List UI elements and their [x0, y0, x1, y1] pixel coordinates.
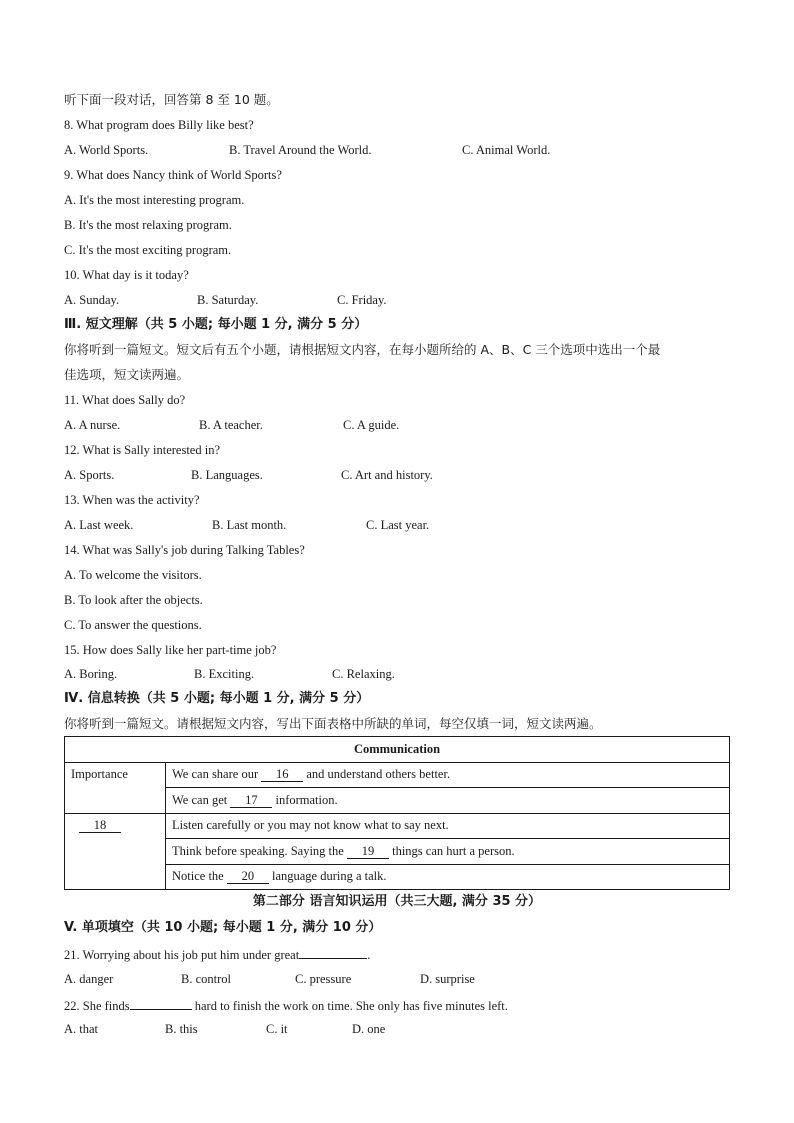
q8-option-c: C. Animal World. — [462, 143, 551, 157]
q15-option-c: C. Relaxing. — [332, 667, 395, 681]
q13-stem: 13. When was the activity? — [64, 493, 200, 507]
q12-option-a: A. Sports. — [64, 468, 115, 482]
blank-16[interactable]: 16 — [261, 767, 303, 782]
q21-blank[interactable] — [299, 945, 367, 959]
row17-post: information. — [272, 792, 338, 807]
row16-post: and understand others better. — [303, 767, 451, 782]
table-row-16 — [166, 762, 730, 788]
q22-stem — [64, 996, 508, 1014]
table-row-17 — [166, 788, 730, 814]
blank-18[interactable]: 18 — [79, 818, 121, 833]
q13-option-b: B. Last month. — [212, 518, 287, 532]
q14-option-c: C. To answer the questions. — [64, 618, 202, 632]
q12-option-c: C. Art and history. — [341, 468, 433, 482]
q21-stem-post: . — [367, 948, 371, 962]
q22-stem-pre: 22. She finds — [64, 999, 130, 1013]
communication-table — [64, 736, 730, 890]
q9-option-c: C. It's the most exciting program. — [64, 243, 232, 257]
row20-post: language during a talk. — [268, 869, 387, 884]
row20-pre: Notice the — [172, 869, 227, 884]
q11-option-a: A. A nurse. — [64, 418, 121, 432]
q14-stem: 14. What was Sally's job during Talking Tables? — [64, 543, 305, 557]
q10-option-b: B. Saturday. — [197, 293, 259, 307]
q14-option-a: A. To welcome the visitors. — [64, 568, 202, 582]
importance-label: Importance — [65, 762, 166, 813]
section3-title: Ⅲ. 短文理解（共 5 小题; 每小题 1 分, 满分 5 分） — [64, 317, 368, 332]
blank-20[interactable]: 20 — [227, 869, 269, 884]
q21-stem-pre: 21. Worrying about his job put him under great — [64, 948, 300, 962]
q22-option-d: D. one — [352, 1022, 386, 1036]
q10-option-a: A. Sunday. — [64, 293, 120, 307]
table-row-20 — [166, 864, 730, 890]
table-row-19 — [166, 839, 730, 865]
table-row-listen: Listen carefully or you may not know what to say next. — [166, 813, 730, 839]
table-header: Communication — [65, 737, 730, 763]
q15-option-a: A. Boring. — [64, 667, 118, 681]
section4-instructions: 你将听到一篇短文。请根据短文内容，写出下面表格中所缺的单词，每空仅填一词，短文读两遍。 — [64, 716, 602, 731]
section5-title: V. 单项填空（共 10 小题; 每小题 1 分, 满分 10 分） — [64, 920, 382, 935]
q8-stem: 8. What program does Billy like best? — [64, 118, 254, 132]
section4-title: Ⅳ. 信息转换（共 5 小题; 每小题 1 分, 满分 5 分） — [64, 691, 370, 706]
q11-option-c: C. A guide. — [343, 418, 400, 432]
part2-title: 第二部分 语言知识运用（共三大题, 满分 35 分） — [252, 894, 542, 909]
row16-pre: We can share our — [172, 767, 262, 782]
q9-option-a: A. It's the most interesting program. — [64, 193, 245, 207]
q14-option-b: B. To look after the objects. — [64, 593, 203, 607]
q22-option-b: B. this — [165, 1022, 198, 1036]
q8-option-a: A. World Sports. — [64, 143, 149, 157]
q21-option-b: B. control — [181, 972, 231, 986]
intro-8-10: 听下面一段对话，回答第 8 至 10 题。 — [64, 92, 279, 107]
q11-stem: 11. What does Sally do? — [64, 393, 186, 407]
blank-17[interactable]: 17 — [230, 793, 272, 808]
q8-option-b: B. Travel Around the World. — [229, 143, 372, 157]
q22-blank[interactable] — [130, 996, 192, 1010]
row19-post: things can hurt a person. — [388, 843, 515, 858]
q9-option-b: B. It's the most relaxing program. — [64, 218, 232, 232]
q10-stem: 10. What day is it today? — [64, 268, 189, 282]
q12-stem: 12. What is Sally interested in? — [64, 443, 220, 457]
q9-stem: 9. What does Nancy think of World Sports? — [64, 168, 282, 182]
q22-option-a: A. that — [64, 1022, 99, 1036]
row17-pre: We can get — [172, 792, 231, 807]
section3-instructions-line1: 你将听到一篇短文。短文后有五个小题，请根据短文内容，在每小题所给的 A、B、C 三个选项中选出一个最 — [64, 342, 661, 357]
q21-option-a: A. danger — [64, 972, 114, 986]
q12-option-b: B. Languages. — [191, 468, 263, 482]
blank-19[interactable]: 19 — [347, 844, 389, 859]
q13-option-c: C. Last year. — [366, 518, 430, 532]
q15-option-b: B. Exciting. — [194, 667, 255, 681]
q22-option-c: C. it — [266, 1022, 288, 1036]
q21-stem — [64, 945, 370, 963]
q13-option-a: A. Last week. — [64, 518, 134, 532]
q10-option-c: C. Friday. — [337, 293, 387, 307]
q15-stem: 15. How does Sally like her part-time job? — [64, 643, 277, 657]
blank-18-cell — [65, 813, 166, 890]
q22-stem-post: hard to finish the work on time. She only has five minutes left. — [191, 999, 508, 1013]
row19-pre: Think before speaking. Saying the — [172, 843, 347, 858]
q21-option-c: C. pressure — [295, 972, 352, 986]
q21-option-d: D. surprise — [420, 972, 475, 986]
section3-instructions-line2: 佳选项，短文读两遍。 — [64, 367, 190, 382]
q11-option-b: B. A teacher. — [199, 418, 263, 432]
